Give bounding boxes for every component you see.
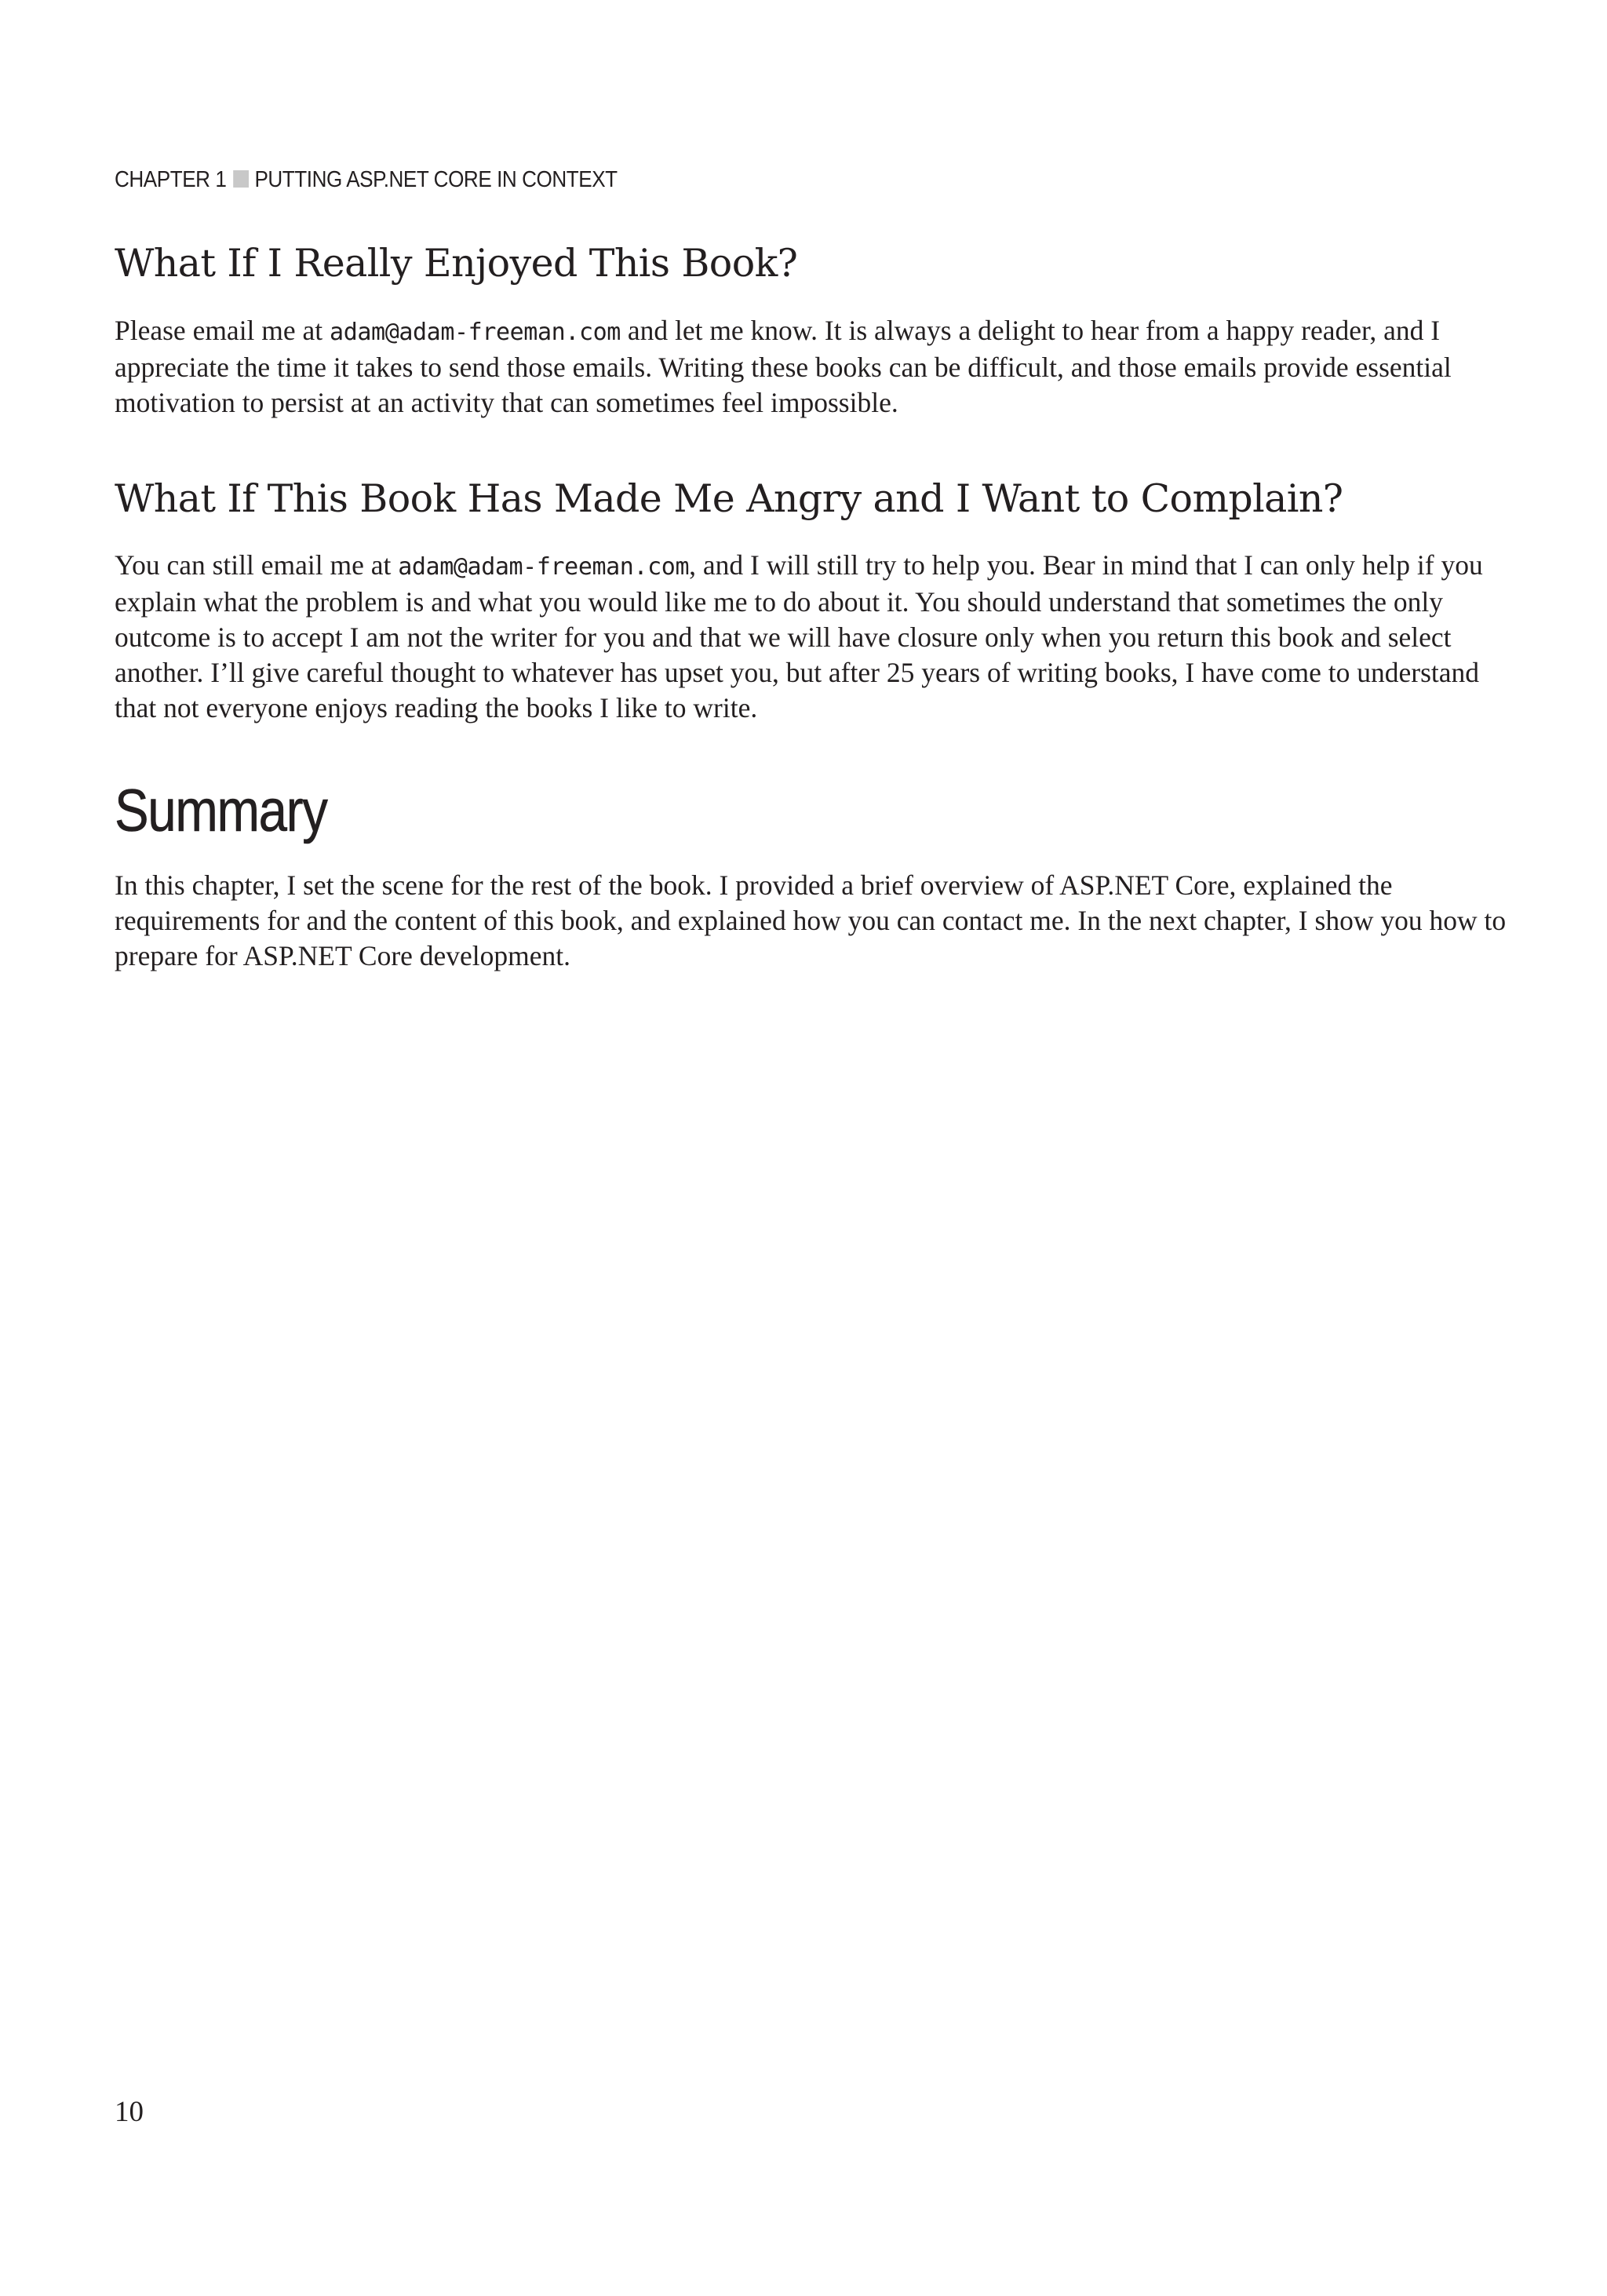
book-page <box>115 0 1507 2296</box>
paragraph-enjoy-rest: and let me know. It is always a delight to hear from a happy reader, and I appreciate the time it takes to send those emails. Writing these books can be difficult, and those emails provide essential motivation to persist at an activity that can sometimes feel impossible. <box>115 315 1452 418</box>
running-head-chapter: CHAPTER 1 <box>115 167 227 192</box>
summary-heading: Summary <box>115 778 327 844</box>
paragraph-complain-rest: , and I will still try to help you. Bear in mind that I can only help if you explain what the problem is and what you would like me to do about it. You should understand that sometimes the only outcome is to accept I am not the writer for you and that we will have closure only when you return this book and select another. I’ll give careful thought to whatever has upset you, but after 25 years of writing books, I have come to understand that not everyone enjoys reading the books I like to write. <box>115 549 1483 723</box>
email-address: adam@adam-freeman.com <box>398 553 690 581</box>
paragraph-summary: In this chapter, I set the scene for the rest of the book. I provided a brief overview of ASP.NET Core, explained the requirements for and the content of this book, and explained how you can contact me. In the next chapter, I show you how to prepare for ASP.NET Core development. <box>115 869 1507 971</box>
paragraph-enjoy-lead: Please email me at <box>115 315 330 346</box>
page-number: 10 <box>115 2096 144 2128</box>
paragraph-complain <box>115 548 1511 726</box>
running-head <box>115 167 618 193</box>
square-separator-icon <box>233 170 249 188</box>
running-head-title: PUTTING ASP.NET CORE IN CONTEXT <box>254 167 618 192</box>
section-heading-complain: What If This Book Has Made Me Angry and I Want to Complain? <box>115 476 1343 521</box>
paragraph-complain-lead: You can still email me at <box>115 549 399 581</box>
section-heading-enjoy: What If I Really Enjoyed This Book? <box>115 241 798 286</box>
email-address: adam@adam-freeman.com <box>330 319 621 346</box>
paragraph-enjoy <box>115 313 1511 421</box>
